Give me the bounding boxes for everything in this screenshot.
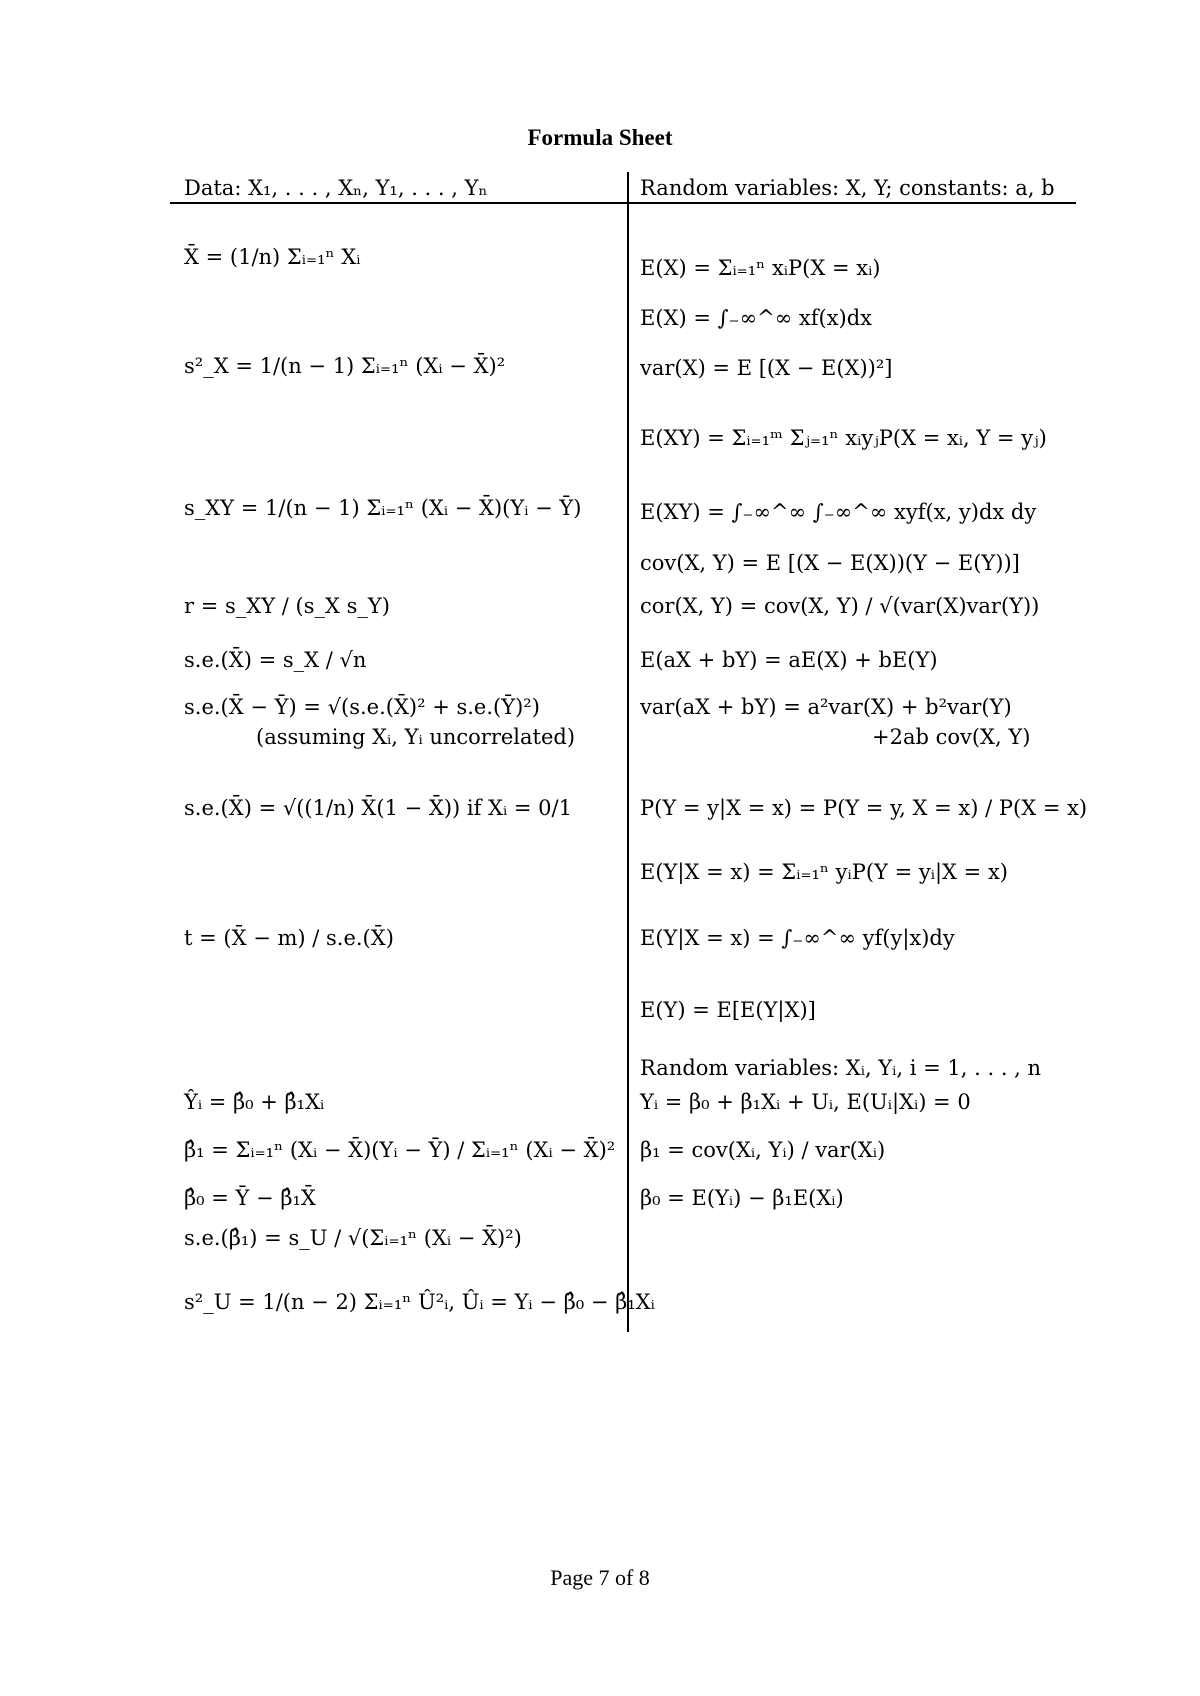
formula-se-beta1: s.e.(β̂₁) = s_U / √(Σᵢ₌₁ⁿ (Xᵢ − X̄)²) <box>184 1226 522 1250</box>
formula-covariance: s_XY = 1/(n − 1) Σᵢ₌₁ⁿ (Xᵢ − X̄)(Yᵢ − Ȳ) <box>184 496 582 520</box>
formula-mean: X̄ = (1/n) Σᵢ₌₁ⁿ Xᵢ <box>184 245 361 269</box>
formula-conditional-prob: P(Y = y|X = x) = P(Y = y, X = x) / P(X = x) <box>640 796 1088 820</box>
formula-fitted: Ŷᵢ = β̂₀ + β̂₁Xᵢ <box>184 1090 325 1114</box>
right-header: Random variables: X, Y; constants: a, b <box>640 176 1055 200</box>
formula-linear-expect: E(aX + bY) = aE(X) + bE(Y) <box>640 648 938 672</box>
formula-correlation: r = s_XY / (s_X s_Y) <box>184 594 390 618</box>
formula-se-binary: s.e.(X̄) = √((1/n) X̄(1 − X̄)) if Xᵢ = 0/1 <box>184 796 572 820</box>
formula-iterated: E(Y) = E[E(Y|X)] <box>640 998 816 1022</box>
formula-se-mean: s.e.(X̄) = s_X / √n <box>184 648 367 672</box>
page-footer: Page 7 of 8 <box>550 1565 650 1590</box>
formula-resid-var: s²_U = 1/(n − 2) Σᵢ₌₁ⁿ Û²ᵢ, Ûᵢ = Yᵢ − β̂₀ − β̂₁Xᵢ <box>184 1290 655 1314</box>
formula-model: Yᵢ = β₀ + β₁Xᵢ + Uᵢ, E(Uᵢ|Xᵢ) = 0 <box>640 1090 971 1114</box>
formula-variance: s²_X = 1/(n − 1) Σᵢ₌₁ⁿ (Xᵢ − X̄)² <box>184 354 506 378</box>
header-divider <box>170 202 1076 204</box>
right-subheader: Random variables: Xᵢ, Yᵢ, i = 1, . . . , n <box>640 1056 1042 1080</box>
formula-beta1-hat: β̂₁ = Σᵢ₌₁ⁿ (Xᵢ − X̄)(Yᵢ − Ȳ) / Σᵢ₌₁ⁿ (Xᵢ − X̄)² <box>184 1138 616 1162</box>
formula-variance: var(X) = E [(X − E(X))²] <box>640 356 893 380</box>
column-divider <box>627 172 629 1332</box>
formula-cov: cov(X, Y) = E [(X − E(X))(Y − E(Y))] <box>640 551 1020 575</box>
formula-t-stat: t = (X̄ − m) / s.e.(X̄) <box>184 926 394 950</box>
formula-beta1: β₁ = cov(Xᵢ, Yᵢ) / var(Xᵢ) <box>640 1138 886 1162</box>
formula-linear-var: var(aX + bY) = a²var(X) + b²var(Y) <box>640 695 1012 719</box>
formula-cond-expect-continuous: E(Y|X = x) = ∫₋∞^∞ yf(y|x)dy <box>640 926 955 950</box>
formula-expect-xy-continuous: E(XY) = ∫₋∞^∞ ∫₋∞^∞ xyf(x, y)dx dy <box>640 500 1037 524</box>
page-title: Formula Sheet <box>527 125 673 150</box>
formula-expect-continuous: E(X) = ∫₋∞^∞ xf(x)dx <box>640 306 873 330</box>
formula-beta0: β₀ = E(Yᵢ) − β₁E(Xᵢ) <box>640 1186 844 1210</box>
formula-cor: cor(X, Y) = cov(X, Y) / √(var(X)var(Y)) <box>640 594 1040 618</box>
left-header: Data: X₁, . . . , Xₙ, Y₁, . . . , Yₙ <box>184 176 488 200</box>
formula-cond-expect-discrete: E(Y|X = x) = Σᵢ₌₁ⁿ yᵢP(Y = yᵢ|X = x) <box>640 860 1008 884</box>
formula-beta0-hat: β̂₀ = Ȳ − β̂₁X̄ <box>184 1186 316 1210</box>
formula-expect-xy-discrete: E(XY) = Σᵢ₌₁ᵐ Σⱼ₌₁ⁿ xᵢyⱼP(X = xᵢ, Y = yⱼ) <box>640 426 1047 450</box>
formula-expect-discrete: E(X) = Σᵢ₌₁ⁿ xᵢP(X = xᵢ) <box>640 256 881 280</box>
formula-linear-var-cont: +2ab cov(X, Y) <box>872 725 1031 749</box>
formula-se-diff-note: (assuming Xᵢ, Yᵢ uncorrelated) <box>256 725 576 749</box>
formula-se-diff: s.e.(X̄ − Ȳ) = √(s.e.(X̄)² + s.e.(Ȳ)²) <box>184 695 540 719</box>
